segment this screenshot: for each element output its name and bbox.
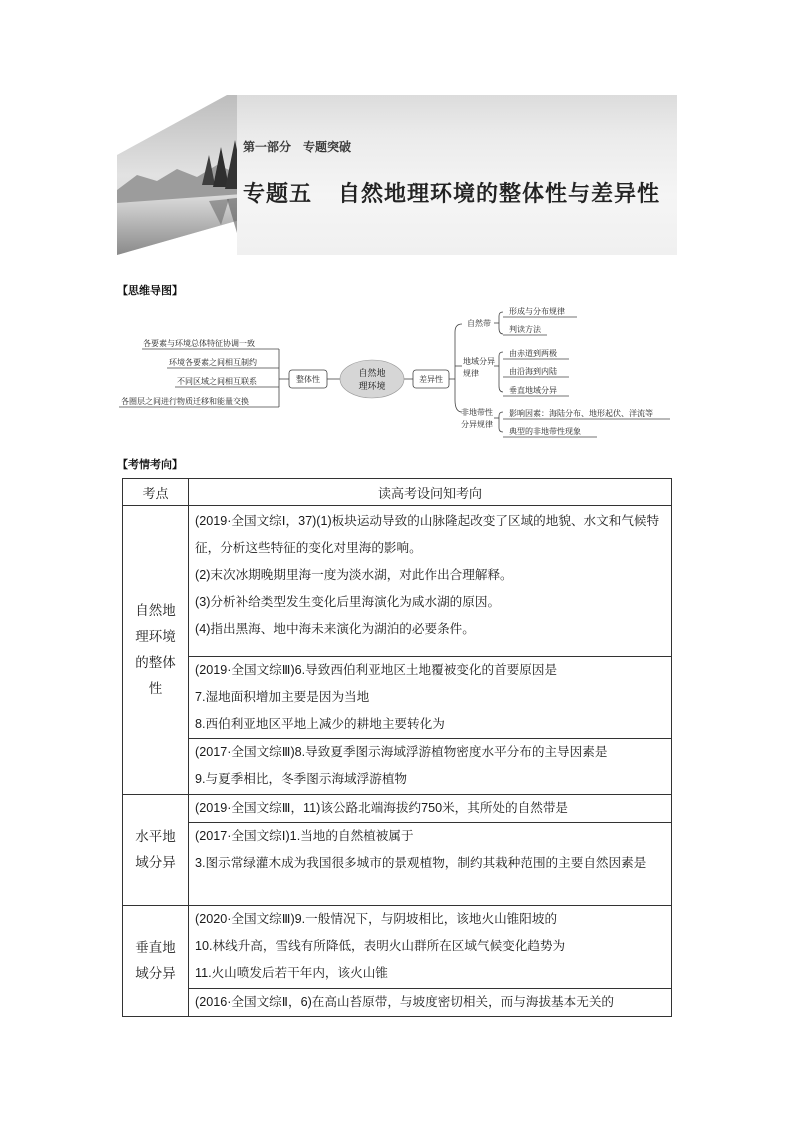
question-cell xyxy=(189,906,672,989)
question-line: (3)分析补给类型发生变化后里海演化为咸水湖的原因。 xyxy=(195,595,501,609)
mindmap-left-item: 各要素与环境总体特征协调一致 xyxy=(143,339,255,348)
table-row xyxy=(123,906,672,989)
question-line: (2017·全国文综Ⅰ)1.当地的自然植被属于 xyxy=(195,829,414,843)
topic-line: 域分异 xyxy=(135,966,176,981)
mindmap-center-line1: 自然地 xyxy=(358,369,386,379)
mindmap-group-label: 分异规律 xyxy=(461,420,493,429)
question-line: 7.湿地面积增加主要是因为当地 xyxy=(195,690,370,704)
table-header-topic: 考点 xyxy=(123,479,189,506)
mindmap-center-line2: 理环境 xyxy=(358,382,386,392)
mindmap-group-label: 非地带性 xyxy=(461,408,493,417)
mindmap-left-item: 各圈层之间进行物质迁移和能量交换 xyxy=(121,397,249,406)
topic-cell xyxy=(123,906,189,1017)
question-cell xyxy=(189,823,672,906)
table-row xyxy=(123,823,672,906)
mindmap-group-label: 规律 xyxy=(463,369,479,378)
mindmap-right-item: 由赤道到两极 xyxy=(509,349,557,358)
mind-map-diagram xyxy=(117,300,677,436)
mindmap-left-item: 环境各要素之间相互制约 xyxy=(169,358,257,367)
mindmap-right-item: 垂直地域分异 xyxy=(509,386,557,395)
question-line: 9.与夏季相比，冬季图示海域浮游植物 xyxy=(195,772,408,786)
mindmap-left-item: 不同区域之间相互联系 xyxy=(177,377,257,386)
question-line: (2017·全国文综Ⅲ)8.导致夏季图示海域浮游植物密度水平分布的主导因素是 xyxy=(195,745,608,759)
question-line: (4)指出黑海、地中海未来演化为湖泊的必要条件。 xyxy=(195,622,475,636)
mindmap-right-item: 形成与分布规律 xyxy=(509,307,565,316)
mindmap-left-node: 整体性 xyxy=(296,375,320,384)
mindmap-heading: 【思维导图】 xyxy=(117,284,183,297)
question-cell xyxy=(189,657,672,739)
mindmap-right-item: 典型的非地带性现象 xyxy=(509,427,581,436)
question-cell xyxy=(189,795,672,823)
part-label: 第一部分 专题突破 xyxy=(243,140,352,154)
table-row xyxy=(123,506,672,657)
mindmap-group-label: 自然带 xyxy=(467,319,491,328)
topic-line: 域分异 xyxy=(135,855,176,870)
question-cell xyxy=(189,989,672,1017)
question-line: 8.西伯利亚地区平地上减少的耕地主要转化为 xyxy=(195,717,445,731)
question-line: (2019·全国文综Ⅲ)6.导致西伯利亚地区土地覆被变化的首要原因是 xyxy=(195,663,558,677)
topic-line: 自然地 xyxy=(135,603,176,618)
question-cell xyxy=(189,506,672,657)
table-header-row xyxy=(123,479,672,506)
mindmap-right-item: 影响因素：海陆分布、地形起伏、洋流等 xyxy=(509,409,653,418)
mindmap-center-node xyxy=(340,360,404,398)
question-line: 3.图示常绿灌木成为我国很多城市的景观植物，制约其栽种范围的主要自然因素是 xyxy=(195,856,647,870)
banner-title-band xyxy=(237,95,677,255)
question-line: (2019·全国文综Ⅰ，37)(1)板块运动导致的山脉隆起改变了区域的地貌、水文和气候特征，分析这些特征的变化对里海的影响。 xyxy=(195,514,660,555)
table-row xyxy=(123,795,672,823)
table-header-questions: 读高考设问知考向 xyxy=(189,479,672,506)
question-line: (2016·全国文综Ⅱ，6)在高山苔原带，与坡度密切相关，而与海拔基本无关的 xyxy=(195,995,615,1009)
topic-number: 专题五 xyxy=(243,182,313,207)
topic-line: 性 xyxy=(148,681,163,696)
chapter-banner xyxy=(117,95,677,255)
mind-map xyxy=(117,300,677,436)
exam-heading: 【考情考向】 xyxy=(117,458,183,471)
topic-cell xyxy=(123,795,189,906)
topic-name: 自然地理环境的整体性与差异性 xyxy=(338,182,661,207)
topic-line: 理环境 xyxy=(135,629,176,644)
table-row xyxy=(123,739,672,795)
table-row xyxy=(123,657,672,739)
table-row xyxy=(123,989,672,1017)
question-line: (2019·全国文综Ⅲ，11)该公路北端海拔约750米，其所处的自然带是 xyxy=(195,801,569,815)
question-line: 10.林线升高，雪线有所降低，表明火山群所在区域气候变化趋势为 xyxy=(195,939,566,953)
topic-title xyxy=(243,177,660,208)
mindmap-group-label: 地域分异 xyxy=(463,357,495,366)
mindmap-right-item: 判读方法 xyxy=(509,325,541,334)
topic-line: 水平地 xyxy=(135,829,176,844)
question-line: (2020·全国文综Ⅲ)9.一般情况下，与阴坡相比，该地火山锥阳坡的 xyxy=(195,912,558,926)
mindmap-right-item: 由沿海到内陆 xyxy=(509,367,557,376)
topic-line: 垂直地 xyxy=(135,940,176,955)
question-cell xyxy=(189,739,672,795)
question-line: 11.火山喷发后若干年内，该火山锥 xyxy=(195,966,388,980)
mindmap-right-node: 差异性 xyxy=(419,375,443,384)
topic-cell xyxy=(123,506,189,795)
topic-line: 的整体 xyxy=(135,655,176,670)
exam-trend-table xyxy=(122,478,672,1017)
question-line: (2)末次冰期晚期里海一度为淡水湖，对此作出合理解释。 xyxy=(195,568,513,582)
